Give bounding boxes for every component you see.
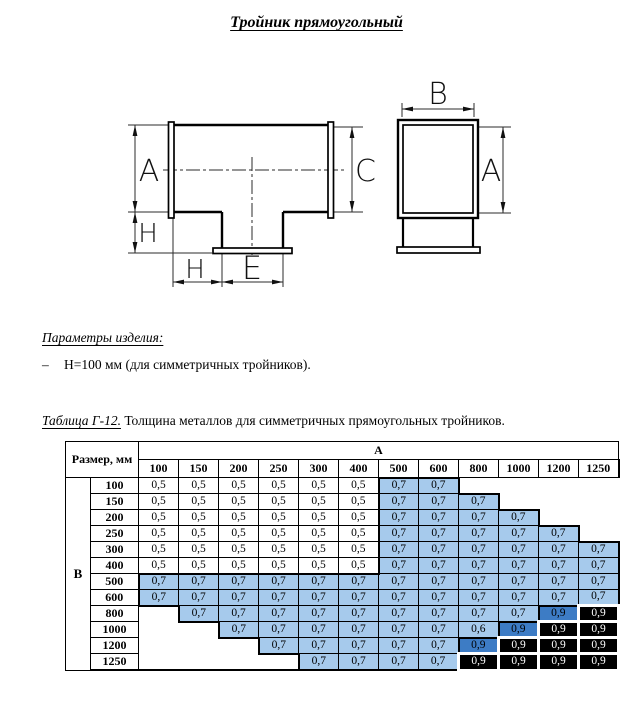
table-cell: 0,7 — [419, 590, 459, 606]
table-cell: 0,5 — [139, 478, 179, 494]
table-cell: 0,7 — [379, 526, 419, 542]
table-cell: 0,5 — [219, 558, 259, 574]
table-cell: 0,7 — [219, 606, 259, 622]
table-cell — [579, 478, 619, 494]
table-cell: 0,7 — [419, 638, 459, 654]
col-header: 1200 — [539, 460, 579, 478]
table-cell: 0,7 — [459, 606, 499, 622]
table-cell: 0,7 — [259, 574, 299, 590]
table-cell: 0,5 — [299, 478, 339, 494]
table-cell: 0,6 — [459, 622, 499, 638]
table-cell: 0,7 — [299, 606, 339, 622]
col-header: 800 — [459, 460, 499, 478]
table-cell — [579, 494, 619, 510]
table-cell: 0,5 — [139, 510, 179, 526]
row-header: 800 — [91, 606, 139, 622]
col-header: 200 — [219, 460, 259, 478]
table-cell: 0,7 — [339, 638, 379, 654]
dim-label-a: A — [480, 154, 502, 189]
table-cell — [539, 478, 579, 494]
table-cell: 0,7 — [499, 542, 539, 558]
row-header: 1000 — [91, 622, 139, 638]
table-cell: 0,7 — [179, 574, 219, 590]
table-cell — [179, 638, 219, 654]
table-cell: 0,7 — [419, 606, 459, 622]
table-cell: 0,7 — [419, 654, 459, 671]
table-cell: 0,7 — [179, 606, 219, 622]
page-title: Тройник прямоугольный — [230, 14, 403, 31]
table-cell: 0,7 — [499, 526, 539, 542]
table-cell: 0,9 — [539, 638, 579, 654]
side-view-svg — [380, 80, 530, 265]
table-cell: 0,7 — [459, 494, 499, 510]
table-cell: 0,5 — [259, 494, 299, 510]
table-cell — [579, 510, 619, 526]
table-cell: 0,7 — [139, 574, 179, 590]
table-cell: 0,7 — [459, 526, 499, 542]
table-cell: 0,7 — [299, 590, 339, 606]
table-cell: 0,7 — [539, 590, 579, 606]
table-cell: 0,5 — [259, 526, 299, 542]
row-header: 200 — [91, 510, 139, 526]
table-cell: 0,7 — [219, 622, 259, 638]
table-cell: 0,7 — [339, 654, 379, 671]
table-cell: 0,5 — [339, 478, 379, 494]
table-cell: 0,7 — [139, 590, 179, 606]
table-cell: 0,9 — [579, 638, 619, 654]
table-cell: 0,7 — [299, 622, 339, 638]
table-cell: 0,9 — [539, 654, 579, 671]
table-cell: 0,7 — [299, 638, 339, 654]
table-cell — [259, 654, 299, 671]
table-cell — [219, 654, 259, 671]
table-cell: 0,7 — [339, 622, 379, 638]
table-cell: 0,9 — [499, 638, 539, 654]
dim-label-c: C — [355, 154, 375, 189]
table-cell: 0,7 — [419, 542, 459, 558]
table-cell: 0,7 — [459, 590, 499, 606]
table-cell: 0,7 — [459, 510, 499, 526]
table-cell: 0,7 — [299, 654, 339, 671]
table-cell — [139, 606, 179, 622]
table-cell: 0,7 — [579, 590, 619, 606]
table-cell: 0,7 — [579, 558, 619, 574]
table-cell: 0,7 — [339, 574, 379, 590]
table-cell: 0,7 — [419, 558, 459, 574]
table-cell: 0,5 — [179, 542, 219, 558]
dim-label-a: A — [138, 154, 160, 189]
centerlines — [163, 157, 345, 255]
table-cell: 0,7 — [419, 526, 459, 542]
table-cell — [139, 654, 179, 671]
table-caption-text: Толщина металлов для симметричных прямоугольных тройников. — [124, 413, 505, 428]
dim-label-e: E — [241, 249, 263, 287]
table-cell: 0,7 — [459, 558, 499, 574]
table-cell: 0,5 — [139, 542, 179, 558]
table-cell: 0,5 — [179, 494, 219, 510]
table-cell: 0,5 — [259, 558, 299, 574]
table-cell: 0,9 — [459, 638, 499, 654]
table-cell: 0,7 — [419, 622, 459, 638]
table-cell: 0,5 — [219, 510, 259, 526]
table-cell: 0,5 — [219, 542, 259, 558]
col-header: 400 — [339, 460, 379, 478]
table-cell: 0,5 — [219, 526, 259, 542]
duct-outline — [398, 120, 478, 247]
table-cell: 0,5 — [299, 558, 339, 574]
table-cell — [579, 526, 619, 542]
bullet-dash: – — [42, 357, 49, 372]
col-header: 300 — [299, 460, 339, 478]
dim-label-b: B — [428, 80, 448, 112]
table-cell: 0,9 — [579, 606, 619, 622]
table-cell: 0,7 — [459, 542, 499, 558]
table-cell: 0,7 — [499, 510, 539, 526]
table-cell: 0,7 — [539, 526, 579, 542]
row-header: 600 — [91, 590, 139, 606]
table-cell: 0,7 — [379, 622, 419, 638]
table-cell: 0,7 — [499, 606, 539, 622]
table-cell: 0,5 — [299, 494, 339, 510]
table-cell: 0,7 — [579, 542, 619, 558]
table-cell — [539, 510, 579, 526]
table-cell: 0,5 — [339, 494, 379, 510]
table-cell: 0,5 — [259, 510, 299, 526]
table-cell: 0,7 — [379, 542, 419, 558]
col-header: 600 — [419, 460, 459, 478]
table-cell: 0,5 — [179, 558, 219, 574]
table-cell: 0,7 — [379, 606, 419, 622]
table-cell: 0,5 — [179, 478, 219, 494]
table-cell: 0,9 — [539, 622, 579, 638]
table-cell: 0,7 — [379, 478, 419, 494]
row-header: 1200 — [91, 638, 139, 654]
column-group-header: А — [139, 442, 619, 460]
table-cell: 0,5 — [339, 558, 379, 574]
table-cell: 0,7 — [419, 510, 459, 526]
thickness-table — [65, 441, 620, 672]
table-cell — [179, 654, 219, 671]
table-cell: 0,7 — [379, 494, 419, 510]
table-cell: 0,5 — [339, 510, 379, 526]
table-cell: 0,7 — [379, 638, 419, 654]
parameter-item — [42, 357, 311, 373]
table-cell: 0,7 — [219, 574, 259, 590]
flanges — [169, 122, 334, 254]
table-cell: 0,7 — [419, 574, 459, 590]
row-header: 500 — [91, 574, 139, 590]
table-cell: 0,5 — [219, 478, 259, 494]
table-cell: 0,9 — [499, 622, 539, 638]
table-cell: 0,7 — [339, 590, 379, 606]
table-cell: 0,5 — [179, 510, 219, 526]
table-cell: 0,7 — [459, 574, 499, 590]
row-header: 150 — [91, 494, 139, 510]
table-cell: 0,7 — [179, 590, 219, 606]
row-header: 400 — [91, 558, 139, 574]
row-group-header: В — [66, 478, 91, 671]
table-cell: 0,7 — [499, 558, 539, 574]
col-header: 1250 — [579, 460, 619, 478]
table-cell: 0,7 — [379, 574, 419, 590]
table-cell: 0,9 — [539, 606, 579, 622]
col-header: 250 — [259, 460, 299, 478]
row-header: 300 — [91, 542, 139, 558]
table-cell — [499, 478, 539, 494]
col-header: 1000 — [499, 460, 539, 478]
table-caption-label: Таблица Г-12. — [42, 413, 121, 428]
col-header: 500 — [379, 460, 419, 478]
table-cell — [459, 478, 499, 494]
col-header: 150 — [179, 460, 219, 478]
table-cell: 0,7 — [419, 478, 459, 494]
table-cell: 0,5 — [259, 542, 299, 558]
thickness-table-wrap — [65, 441, 620, 672]
table-cell: 0,7 — [379, 590, 419, 606]
table-cell: 0,7 — [499, 574, 539, 590]
table-cell: 0,5 — [299, 526, 339, 542]
table-cell — [179, 622, 219, 638]
table-cell: 0,7 — [539, 558, 579, 574]
col-header: 100 — [139, 460, 179, 478]
table-cell: 0,7 — [379, 510, 419, 526]
table-cell: 0,7 — [259, 590, 299, 606]
table-cell: 0,5 — [139, 494, 179, 510]
table-cell: 0,5 — [339, 526, 379, 542]
table-cell: 0,7 — [579, 574, 619, 590]
table-cell — [219, 638, 259, 654]
front-view-svg — [105, 95, 375, 295]
table-cell: 0,9 — [459, 654, 499, 671]
table-cell: 0,7 — [539, 542, 579, 558]
table-cell: 0,9 — [579, 622, 619, 638]
side-view-drawing — [380, 80, 530, 270]
parameter-text: Н=100 мм (для симметричных тройников). — [64, 357, 311, 372]
dim-label-h-bottom: H — [185, 255, 205, 285]
row-header: 250 — [91, 526, 139, 542]
bottom-flange — [397, 247, 480, 253]
row-header: 1250 — [91, 654, 139, 671]
dim-label-h-left: H — [138, 219, 158, 249]
table-cell: 0,7 — [379, 558, 419, 574]
table-cell: 0,7 — [539, 574, 579, 590]
table-cell: 0,9 — [579, 654, 619, 671]
table-cell: 0,5 — [299, 542, 339, 558]
table-caption — [42, 413, 505, 429]
table-cell: 0,5 — [139, 558, 179, 574]
corner-header: Размер, мм — [66, 442, 139, 478]
table-cell: 0,7 — [299, 574, 339, 590]
table-cell: 0,7 — [259, 606, 299, 622]
front-view-drawing — [105, 95, 375, 300]
table-cell: 0,9 — [499, 654, 539, 671]
parameters-heading: Параметры изделия: — [42, 330, 164, 345]
table-cell — [499, 494, 539, 510]
table-cell: 0,7 — [259, 638, 299, 654]
table-cell: 0,5 — [299, 510, 339, 526]
table-cell: 0,5 — [339, 542, 379, 558]
table-cell: 0,7 — [379, 654, 419, 671]
table-cell — [139, 638, 179, 654]
table-cell — [139, 622, 179, 638]
table-cell: 0,5 — [179, 526, 219, 542]
table-cell: 0,7 — [499, 590, 539, 606]
table-cell — [539, 494, 579, 510]
table-cell: 0,5 — [219, 494, 259, 510]
table-cell: 0,7 — [419, 494, 459, 510]
table-cell: 0,5 — [139, 526, 179, 542]
row-header: 100 — [91, 478, 139, 494]
table-cell: 0,7 — [259, 622, 299, 638]
table-cell: 0,5 — [259, 478, 299, 494]
table-cell: 0,7 — [219, 590, 259, 606]
table-cell: 0,7 — [339, 606, 379, 622]
